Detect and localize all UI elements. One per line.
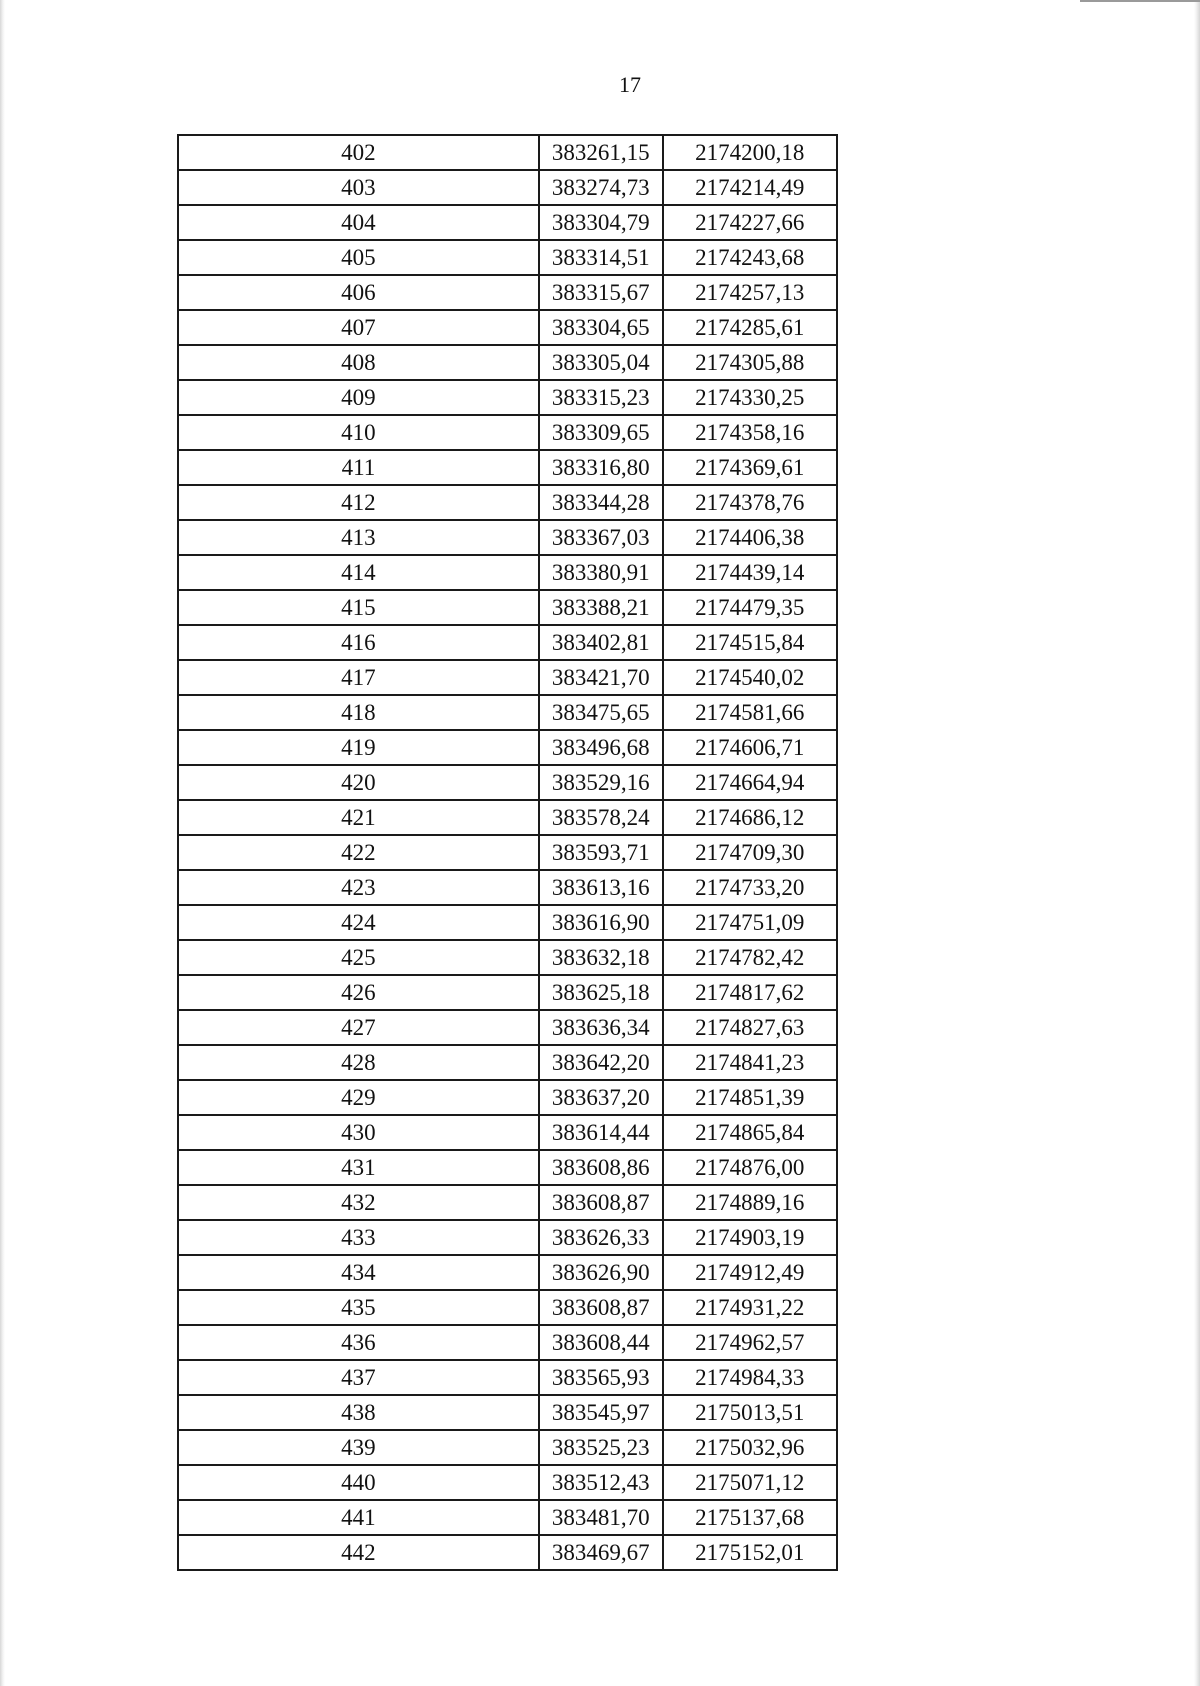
- x-coordinate-cell: 383315,23: [539, 380, 663, 415]
- y-coordinate-cell: 2174962,57: [663, 1325, 837, 1360]
- x-coordinate-cell: 383496,68: [539, 730, 663, 765]
- point-number-cell: 416: [178, 625, 539, 660]
- x-coordinate-cell: 383614,44: [539, 1115, 663, 1150]
- y-coordinate-cell: 2174984,33: [663, 1360, 837, 1395]
- table-row: [178, 380, 837, 415]
- table-row: [178, 170, 837, 205]
- y-coordinate-cell: 2174227,66: [663, 205, 837, 240]
- table-row: [178, 1220, 837, 1255]
- y-coordinate-cell: 2174709,30: [663, 835, 837, 870]
- point-number-cell: 411: [178, 450, 539, 485]
- table-row: [178, 240, 837, 275]
- coordinates-table: [177, 134, 838, 1571]
- table-row: [178, 1325, 837, 1360]
- table-row: [178, 1080, 837, 1115]
- y-coordinate-cell: 2175071,12: [663, 1465, 837, 1500]
- coordinates-table-body: [178, 135, 837, 1570]
- x-coordinate-cell: 383314,51: [539, 240, 663, 275]
- point-number-cell: 424: [178, 905, 539, 940]
- x-coordinate-cell: 383608,44: [539, 1325, 663, 1360]
- table-row: [178, 695, 837, 730]
- point-number-cell: 436: [178, 1325, 539, 1360]
- y-coordinate-cell: 2174581,66: [663, 695, 837, 730]
- table-row: [178, 520, 837, 555]
- point-number-cell: 423: [178, 870, 539, 905]
- table-row: [178, 660, 837, 695]
- x-coordinate-cell: 383545,97: [539, 1395, 663, 1430]
- y-coordinate-cell: 2174751,09: [663, 905, 837, 940]
- y-coordinate-cell: 2174782,42: [663, 940, 837, 975]
- y-coordinate-cell: 2174664,94: [663, 765, 837, 800]
- table-row: [178, 765, 837, 800]
- table-row: [178, 625, 837, 660]
- table-row: [178, 1290, 837, 1325]
- point-number-cell: 407: [178, 310, 539, 345]
- x-coordinate-cell: 383637,20: [539, 1080, 663, 1115]
- x-coordinate-cell: 383388,21: [539, 590, 663, 625]
- y-coordinate-cell: 2174369,61: [663, 450, 837, 485]
- y-coordinate-cell: 2174931,22: [663, 1290, 837, 1325]
- table-row: [178, 1115, 837, 1150]
- y-coordinate-cell: 2174817,62: [663, 975, 837, 1010]
- x-coordinate-cell: 383402,81: [539, 625, 663, 660]
- point-number-cell: 405: [178, 240, 539, 275]
- x-coordinate-cell: 383421,70: [539, 660, 663, 695]
- point-number-cell: 403: [178, 170, 539, 205]
- point-number-cell: 425: [178, 940, 539, 975]
- table-row: [178, 835, 837, 870]
- scan-edge-top: [1080, 0, 1200, 2]
- table-row: [178, 1500, 837, 1535]
- point-number-cell: 440: [178, 1465, 539, 1500]
- y-coordinate-cell: 2174686,12: [663, 800, 837, 835]
- table-row: [178, 415, 837, 450]
- x-coordinate-cell: 383608,87: [539, 1185, 663, 1220]
- y-coordinate-cell: 2174606,71: [663, 730, 837, 765]
- point-number-cell: 420: [178, 765, 539, 800]
- y-coordinate-cell: 2174515,84: [663, 625, 837, 660]
- y-coordinate-cell: 2174257,13: [663, 275, 837, 310]
- table-row: [178, 450, 837, 485]
- y-coordinate-cell: 2174358,16: [663, 415, 837, 450]
- table-row: [178, 870, 837, 905]
- y-coordinate-cell: 2175013,51: [663, 1395, 837, 1430]
- y-coordinate-cell: 2174330,25: [663, 380, 837, 415]
- x-coordinate-cell: 383274,73: [539, 170, 663, 205]
- x-coordinate-cell: 383261,15: [539, 135, 663, 170]
- x-coordinate-cell: 383309,65: [539, 415, 663, 450]
- y-coordinate-cell: 2174305,88: [663, 345, 837, 380]
- table-row: [178, 1360, 837, 1395]
- point-number-cell: 434: [178, 1255, 539, 1290]
- x-coordinate-cell: 383578,24: [539, 800, 663, 835]
- table-row: [178, 1255, 837, 1290]
- point-number-cell: 410: [178, 415, 539, 450]
- table-row: [178, 310, 837, 345]
- x-coordinate-cell: 383367,03: [539, 520, 663, 555]
- y-coordinate-cell: 2175152,01: [663, 1535, 837, 1570]
- x-coordinate-cell: 383469,67: [539, 1535, 663, 1570]
- table-row: [178, 905, 837, 940]
- x-coordinate-cell: 383315,67: [539, 275, 663, 310]
- x-coordinate-cell: 383512,43: [539, 1465, 663, 1500]
- x-coordinate-cell: 383626,33: [539, 1220, 663, 1255]
- point-number-cell: 418: [178, 695, 539, 730]
- x-coordinate-cell: 383316,80: [539, 450, 663, 485]
- y-coordinate-cell: 2174827,63: [663, 1010, 837, 1045]
- y-coordinate-cell: 2174540,02: [663, 660, 837, 695]
- y-coordinate-cell: 2174876,00: [663, 1150, 837, 1185]
- x-coordinate-cell: 383608,87: [539, 1290, 663, 1325]
- point-number-cell: 430: [178, 1115, 539, 1150]
- point-number-cell: 419: [178, 730, 539, 765]
- point-number-cell: 433: [178, 1220, 539, 1255]
- point-number-cell: 431: [178, 1150, 539, 1185]
- y-coordinate-cell: 2174912,49: [663, 1255, 837, 1290]
- point-number-cell: 439: [178, 1430, 539, 1465]
- x-coordinate-cell: 383344,28: [539, 485, 663, 520]
- table-row: [178, 275, 837, 310]
- point-number-cell: 432: [178, 1185, 539, 1220]
- point-number-cell: 421: [178, 800, 539, 835]
- point-number-cell: 437: [178, 1360, 539, 1395]
- x-coordinate-cell: 383529,16: [539, 765, 663, 800]
- y-coordinate-cell: 2174479,35: [663, 590, 837, 625]
- point-number-cell: 402: [178, 135, 539, 170]
- table-row: [178, 1535, 837, 1570]
- point-number-cell: 412: [178, 485, 539, 520]
- y-coordinate-cell: 2174378,76: [663, 485, 837, 520]
- table-row: [178, 1465, 837, 1500]
- x-coordinate-cell: 383565,93: [539, 1360, 663, 1395]
- y-coordinate-cell: 2174243,68: [663, 240, 837, 275]
- x-coordinate-cell: 383642,20: [539, 1045, 663, 1080]
- point-number-cell: 413: [178, 520, 539, 555]
- y-coordinate-cell: 2174214,49: [663, 170, 837, 205]
- point-number-cell: 426: [178, 975, 539, 1010]
- y-coordinate-cell: 2174733,20: [663, 870, 837, 905]
- table-row: [178, 800, 837, 835]
- x-coordinate-cell: 383475,65: [539, 695, 663, 730]
- y-coordinate-cell: 2174406,38: [663, 520, 837, 555]
- point-number-cell: 435: [178, 1290, 539, 1325]
- x-coordinate-cell: 383304,65: [539, 310, 663, 345]
- x-coordinate-cell: 383304,79: [539, 205, 663, 240]
- table-row: [178, 940, 837, 975]
- x-coordinate-cell: 383626,90: [539, 1255, 663, 1290]
- point-number-cell: 406: [178, 275, 539, 310]
- table-row: [178, 555, 837, 590]
- y-coordinate-cell: 2174200,18: [663, 135, 837, 170]
- point-number-cell: 404: [178, 205, 539, 240]
- x-coordinate-cell: 383380,91: [539, 555, 663, 590]
- x-coordinate-cell: 383525,23: [539, 1430, 663, 1465]
- point-number-cell: 415: [178, 590, 539, 625]
- point-number-cell: 422: [178, 835, 539, 870]
- y-coordinate-cell: 2174903,19: [663, 1220, 837, 1255]
- y-coordinate-cell: 2174841,23: [663, 1045, 837, 1080]
- x-coordinate-cell: 383481,70: [539, 1500, 663, 1535]
- table-row: [178, 1150, 837, 1185]
- table-row: [178, 345, 837, 380]
- y-coordinate-cell: 2174865,84: [663, 1115, 837, 1150]
- page-number: 17: [619, 72, 641, 97]
- point-number-cell: 441: [178, 1500, 539, 1535]
- scan-edge-left: [0, 0, 5, 1686]
- y-coordinate-cell: 2174889,16: [663, 1185, 837, 1220]
- x-coordinate-cell: 383636,34: [539, 1010, 663, 1045]
- point-number-cell: 408: [178, 345, 539, 380]
- point-number-cell: 417: [178, 660, 539, 695]
- table-row: [178, 1395, 837, 1430]
- scan-edge-right: [1194, 0, 1200, 1686]
- y-coordinate-cell: 2174439,14: [663, 555, 837, 590]
- x-coordinate-cell: 383593,71: [539, 835, 663, 870]
- y-coordinate-cell: 2175137,68: [663, 1500, 837, 1535]
- point-number-cell: 429: [178, 1080, 539, 1115]
- table-row: [178, 1010, 837, 1045]
- x-coordinate-cell: 383305,04: [539, 345, 663, 380]
- x-coordinate-cell: 383613,16: [539, 870, 663, 905]
- y-coordinate-cell: 2175032,96: [663, 1430, 837, 1465]
- point-number-cell: 409: [178, 380, 539, 415]
- point-number-cell: 428: [178, 1045, 539, 1080]
- point-number-cell: 438: [178, 1395, 539, 1430]
- table-row: [178, 1430, 837, 1465]
- table-row: [178, 730, 837, 765]
- table-row: [178, 975, 837, 1010]
- table-row: [178, 485, 837, 520]
- x-coordinate-cell: 383616,90: [539, 905, 663, 940]
- x-coordinate-cell: 383632,18: [539, 940, 663, 975]
- point-number-cell: 427: [178, 1010, 539, 1045]
- y-coordinate-cell: 2174851,39: [663, 1080, 837, 1115]
- table-row: [178, 135, 837, 170]
- y-coordinate-cell: 2174285,61: [663, 310, 837, 345]
- point-number-cell: 414: [178, 555, 539, 590]
- x-coordinate-cell: 383608,86: [539, 1150, 663, 1185]
- table-row: [178, 1185, 837, 1220]
- table-row: [178, 1045, 837, 1080]
- table-row: [178, 590, 837, 625]
- table-row: [178, 205, 837, 240]
- x-coordinate-cell: 383625,18: [539, 975, 663, 1010]
- point-number-cell: 442: [178, 1535, 539, 1570]
